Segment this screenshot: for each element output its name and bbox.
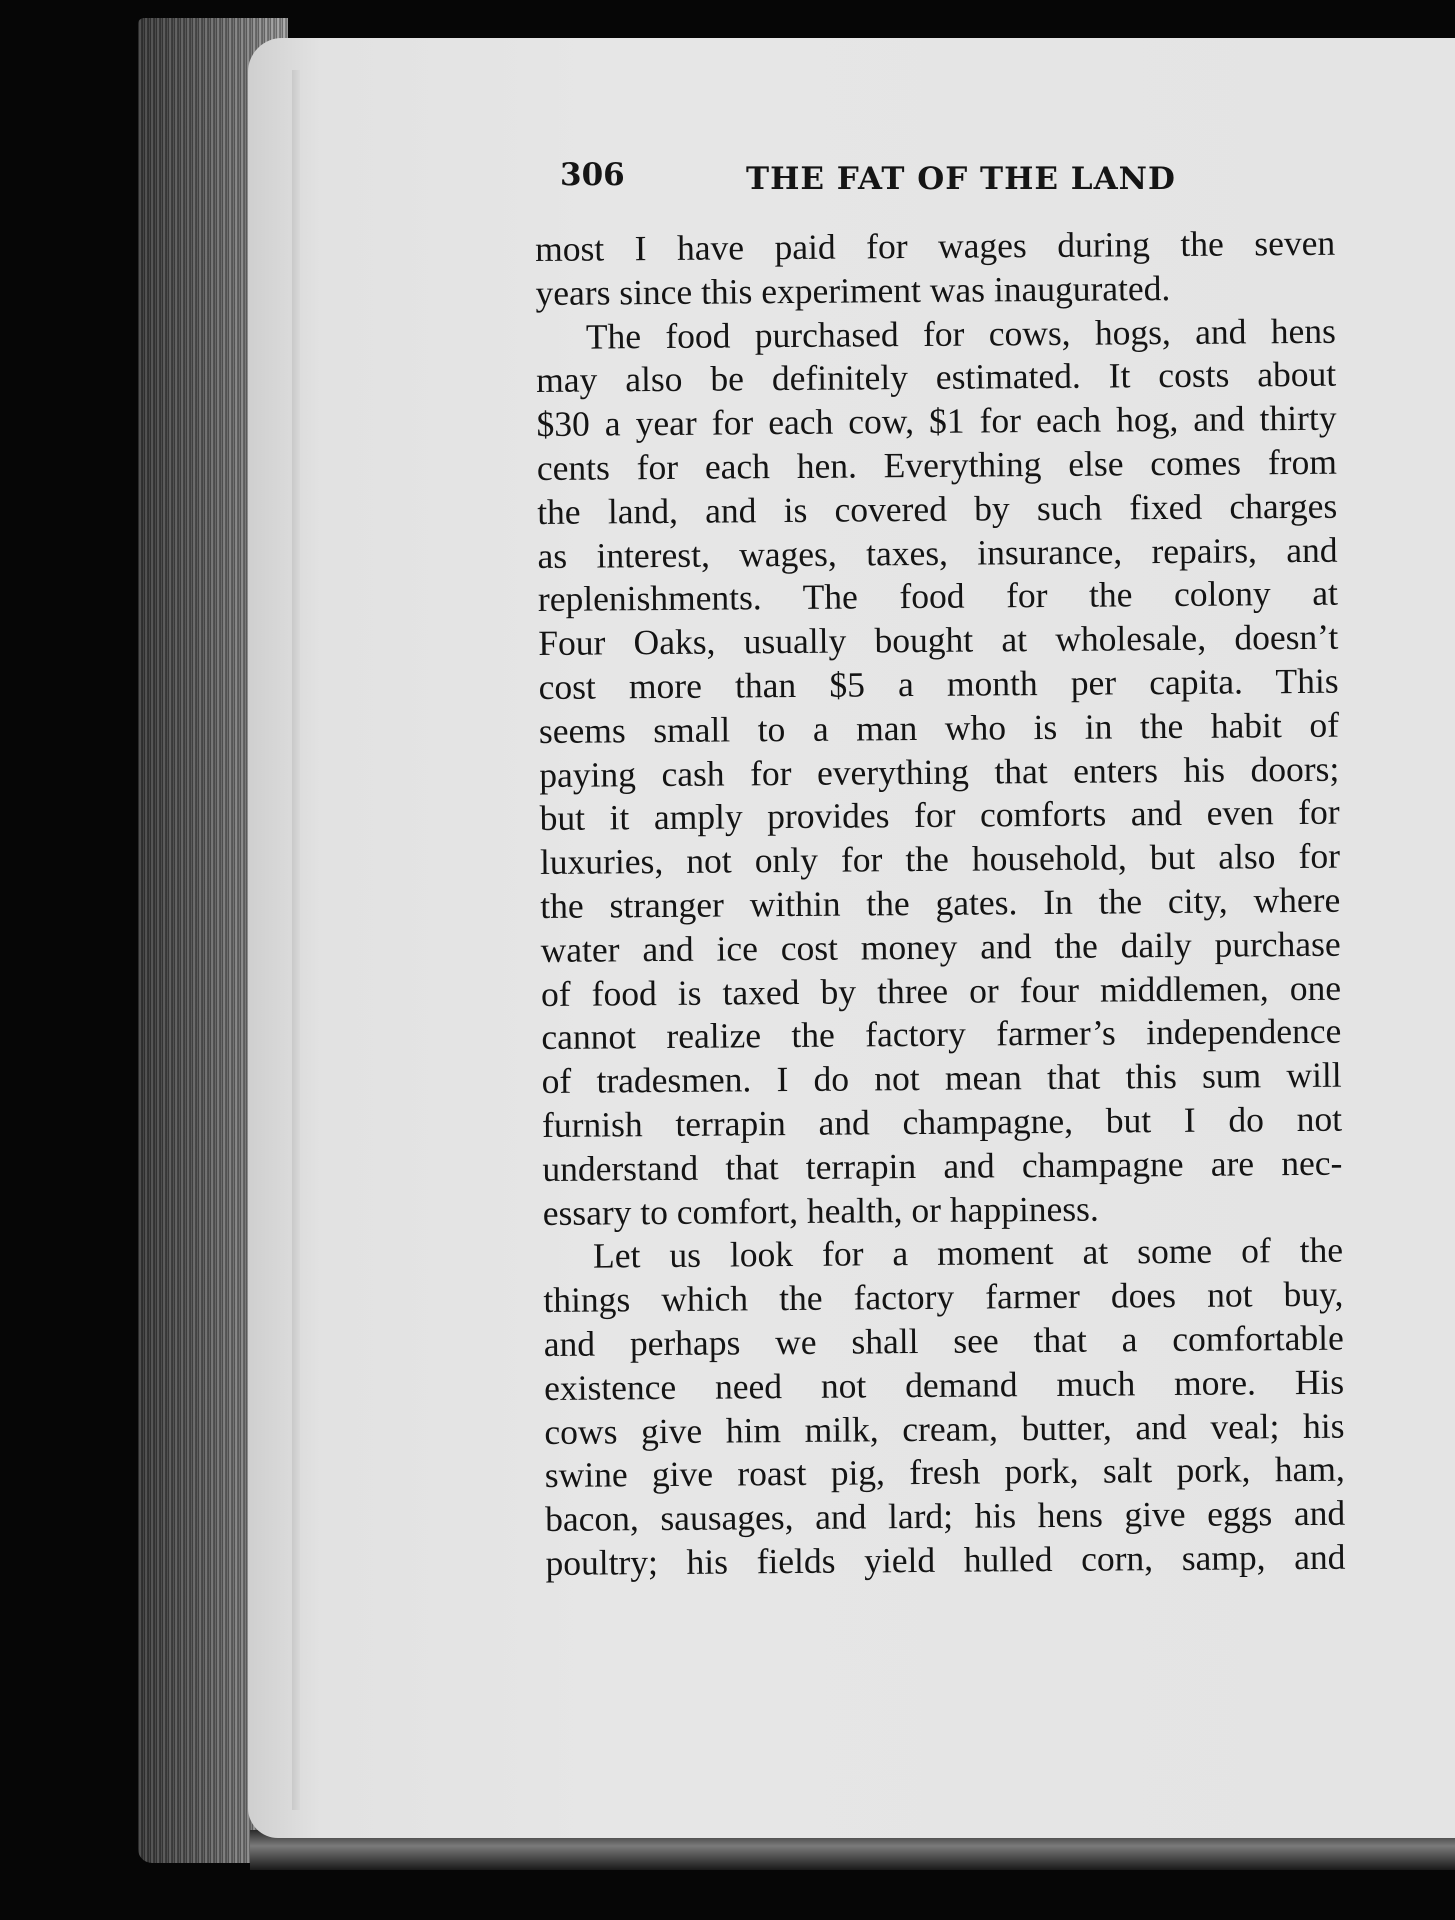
text-line: cannot realize the factory farmer’s independence — [541, 1011, 1342, 1058]
text-line: cows give him milk, cream, butter, and veal; his — [544, 1405, 1345, 1452]
text-line: years since this experiment was inaugurated. — [535, 267, 1171, 313]
text-line: seems small to a man who is in the habit of — [538, 704, 1340, 751]
running-title: THE FAT OF THE LAND — [746, 161, 1176, 197]
text-line: of food is taxed by three or four middlemen, one — [540, 967, 1342, 1014]
page-number: 306 — [560, 157, 625, 193]
text-line: but it amply provides for comforts and even for — [539, 792, 1340, 839]
text-line: replenishments. The food for the colony at — [537, 573, 1339, 620]
text-line: cost more than $5 a month per capita. This — [538, 660, 1339, 707]
text-line: most I have paid for wages during the seven — [535, 222, 1336, 269]
page-gutter-shadow — [292, 70, 300, 1810]
text-line: The food purchased for cows, hogs, and hens — [585, 310, 1336, 357]
text-line: bacon, sausages, and lard; his hens give eggs and — [544, 1492, 1346, 1540]
text-line: Let us look for a moment at some of the — [592, 1230, 1344, 1276]
text-line: may also be definitely estimated. It costs about — [536, 354, 1337, 401]
text-line: and perhaps we shall see that a comfortable — [543, 1317, 1344, 1364]
text-line: furnish terrapin and champagne, but I do not — [541, 1098, 1343, 1145]
text-line: Four Oaks, usually bought at wholesale, doesn’t — [538, 616, 1339, 664]
text-line: the stranger within the gates. In the city, where — [540, 879, 1341, 926]
text-line: essary to comfort, health, or happiness. — [542, 1188, 1099, 1233]
text-line: understand that terrapin and champagne are nec- — [542, 1142, 1343, 1189]
text-line: water and ice cost money and the daily purchase — [540, 923, 1341, 970]
body-text — [535, 222, 1346, 1586]
text-line: cents for each hen. Everything else comes from — [536, 441, 1338, 488]
text-line: luxuries, not only for the household, but also for — [539, 835, 1341, 883]
text-line: $30 a year for each cow, $1 for each hog, and thirty — [536, 397, 1337, 445]
text-line: the land, and is covered by such fixed charges — [537, 485, 1338, 532]
text-line: of tradesmen. I do not mean that this sum will — [541, 1054, 1342, 1102]
text-line: swine give roast pig, fresh pork, salt pork, ham, — [544, 1448, 1345, 1496]
text-line: poultry; his fields yield hulled corn, samp, and — [545, 1536, 1346, 1583]
text-line: things which the factory farmer does not buy, — [543, 1273, 1344, 1321]
text-line: as interest, wages, taxes, insurance, repairs, and — [537, 529, 1338, 576]
running-head — [560, 157, 1200, 207]
text-line: existence need not demand much more. His — [543, 1361, 1345, 1408]
text-line: paying cash for everything that enters his doors; — [539, 748, 1340, 795]
